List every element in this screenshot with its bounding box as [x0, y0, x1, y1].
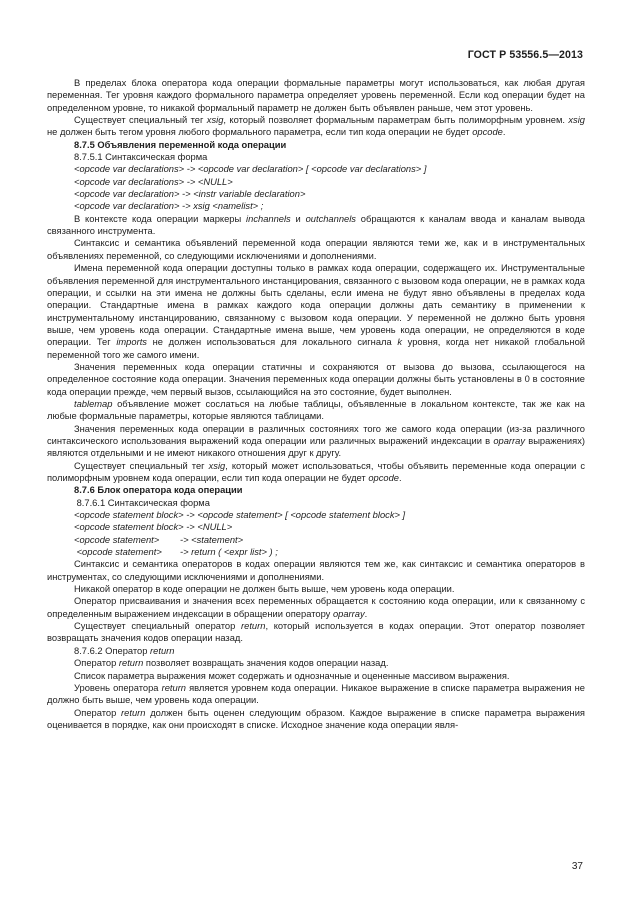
para-xsig-var: Существует специальный тег xsig, который может использоваться, чтобы объявить переменные кода операции с полиморфным уровнем кода операции, если тип кода операции не будет opcode. [47, 460, 585, 483]
para-xsig-formal: Существует специальный тег xsig, который позволяет формальным параметрам быть полиморфным уровнем. xsig не должен быть тегом уровня любого формального параметра, если тип кода операции не будет opcode. [47, 115, 585, 138]
document-header: ГОСТ Р 53556.5—2013 [467, 49, 583, 61]
subheading-8-7-5-1: 8.7.5.1 Синтаксическая форма [74, 152, 208, 163]
para-inchannels: В контексте кода операции маркеры inchannels и outchannels обращаются к каналам ввода и каналам вывода связанного инструмента. [47, 213, 585, 237]
subheading-8-7-6-2: 8.7.6.2 Оператор return [74, 645, 175, 656]
para-stmt-level: Никакой оператор в коде операции не должен быть выше, чем уровень кода операции. [74, 584, 455, 595]
para-var-names: Имена переменной кода операции доступны только в рамках кода операции, содержащего их. Инструментальные объявления переменной для инструментального инстанцирования, связанного с вызовом кода операции, не в рамках кода операции, и ссылки на эти имена не должны быть сделаны, если имена не будут явно объявлены в пределах кода операции. Стандартные имена в рамках каждого кода операции должны дать семантику в применении к инструментальному инстанцированию, связанному с вызовом кода операции. У переменной не должно быть уровня выше, чем уровень кода операции. Стандартные имена выше, чем уровень кода операции, не определяются в коде операции. Тег imports не должен использоваться для локального сигнала k уровня, когда нет никакой глобальной переменной того же самого имени. [47, 263, 585, 360]
syntax-var-4: <opcode var declaration> -> xsig <namelist> ; [74, 201, 264, 212]
heading-8-7-5: 8.7.5 Объявления переменной кода операции [74, 139, 287, 150]
para-return-list: Список параметра выражения может содержать и однозначные и оцененные массивом выражения. [74, 670, 510, 681]
document-body [47, 77, 585, 731]
subheading-8-7-6-1: 8.7.6.1 Синтаксическая форма [74, 497, 210, 508]
para-tablemap: tablemap объявление может сослаться на любые таблицы, объявленные в локальном контексте, так же как на любые формальные параметры, которые являются таблицами. [47, 398, 585, 422]
syntax-var-3: <opcode var declaration> -> <instr variable declaration> [74, 189, 306, 200]
syntax-stmt-2: <opcode statement block> -> <NULL> [74, 522, 233, 533]
para-stmt-semantics: Синтаксис и семантика операторов в кодах операции являются тем же, как синтаксис и семантика операторов в инструментах, со следующими исключениями и дополнениями. [47, 559, 585, 582]
page-number: 37 [571, 861, 583, 872]
para-var-static: Значения переменных кода операции статичны и сохраняются от вызова до вызова, ссылающегося на определенное состояние кода операции. Значения переменных кода операции должны быть установлены в 0 в состояние кода операции прежде, чем первый вызов, ссылающийся на это состояние, будет выполнен. [47, 361, 585, 397]
para-return-special: Существует специальный оператор return, который используется в кодах операции. Этот оператор позволяет возвращать значения кодов операции назад. [47, 621, 586, 644]
syntax-stmt-3: <opcode statement> -> <statement> [74, 534, 244, 545]
para-formal-params-scope: В пределах блока оператора кода операции формальные параметры могут использоваться, как любая другая переменная. Тег уровня каждого формального параметра определяет уровень переменной. Если код операции будет на определенном уровне, то никакой формальный параметр не должен быть объявлен раньше, чем этот уровень. [47, 78, 585, 113]
para-var-states: Значения переменных кода операции в различных состояниях того же самого кода операции (из-за различного синтаксического использования выражений кода операции или различных выражений индексации в oparray выражениях) являются отдельными и не имеют никакого отношения друг к другу. [47, 423, 585, 459]
syntax-stmt-4: <opcode statement> -> return ( <expr list> ) ; [74, 547, 278, 558]
syntax-var-1: <opcode var declarations> -> <opcode var declaration> [ <opcode var declarations> ] [74, 164, 427, 175]
para-return-eval: Оператор return должен быть оценен следующим образом. Каждое выражение в списке параметра выражения оценивается в порядке, как они происходят в списке. Исходное значение кода операции явля- [47, 707, 585, 730]
para-return-level: Уровень оператора return является уровнем кода операции. Никакое выражение в списке параметра выражения не должно быть выше, чем уровень кода операции. [47, 682, 585, 706]
para-var-semantics: Синтаксис и семантика объявлений переменной кода операции являются теми же, как и в инструментальных объявлениях переменной, со следующими исключениями и дополнениями. [47, 238, 585, 261]
heading-8-7-6: 8.7.6 Блок оператора кода операции [74, 485, 243, 496]
syntax-var-2: <opcode var declarations> -> <NULL> [74, 176, 233, 187]
para-return-allows: Оператор return позволяет возвращать значения кодов операции назад. [74, 658, 389, 669]
para-stmt-assign: Оператор присваивания и значения всех переменных обращается к состоянию кода операции, или к связанному с определенным выражением индексации в обращении оператору oparray. [47, 596, 585, 619]
syntax-stmt-1: <opcode statement block> -> <opcode statement> [ <opcode statement block> ] [74, 510, 406, 521]
